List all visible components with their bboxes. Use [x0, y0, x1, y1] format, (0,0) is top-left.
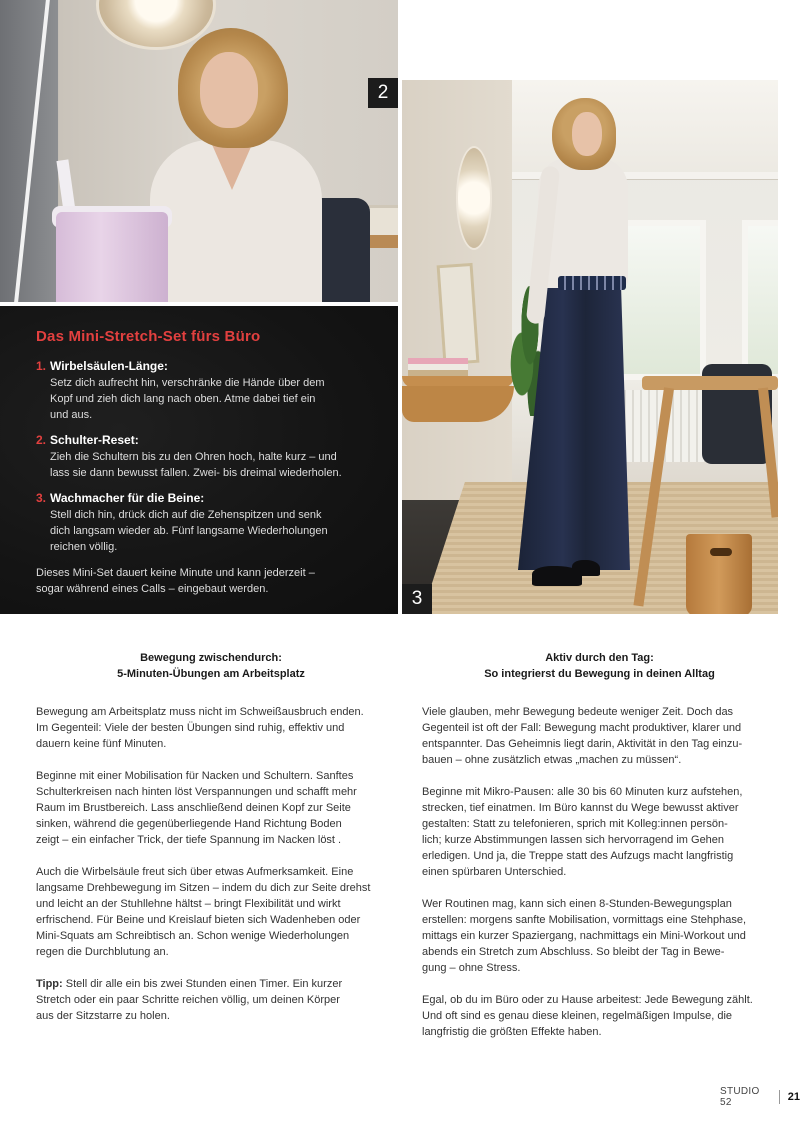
paragraph: Bewegung am Arbeitsplatz muss nicht im Schweißausbruch enden. Im Gegenteil: Viele der besten Übungen sind ruhig, effektiv und dauern keine fünf Minuten. — [36, 706, 364, 750]
paragraph: Beginne mit Mikro-Pausen: alle 30 bis 60 Minuten kurz aufstehen, strecken, tief einatmen. Im Büro kannst du Wege bewusst aktiver gestalten: Statt zu telefonieren, sprich mit Kolleg:innen persön- lich; kurze Abstimmungen lassen sich hervorragend im Gehen erledigen. Und ja, die Treppe statt des Aufzugs macht langfristig einen spürbaren Unterschied. — [422, 786, 743, 878]
stretch-step — [36, 433, 378, 481]
article-column-right — [422, 650, 777, 1056]
woman-face — [200, 52, 258, 128]
waste-bin — [686, 534, 752, 614]
photo-number-badge: 3 — [402, 584, 432, 614]
lilac-tumbler — [56, 212, 168, 302]
paragraph: Wer Routinen mag, kann sich einen 8-Stunden-Bewegungsplan erstellen: morgens sanfte Mobilisation, vormittags eine Stehphase, mittags ein kurzer Spaziergang, nachmittags ein Mini-Workout und abends ein Stretch zum Abschluss. So bleibt der Tag in Bewe- gung – ohne Stress. — [422, 898, 747, 974]
step-number: 1. — [36, 359, 47, 373]
tip-paragraph: Tipp: Stell dir alle ein bis zwei Stunden einen Timer. Ein kurzer Stretch oder ein paar Schritte reichen völlig, um deinen Körper aus der Sitzstarre zu holen. — [36, 978, 343, 1022]
magazine-brand: STUDIO 52 — [720, 1086, 760, 1108]
step-title: Wirbelsäulen-Länge: — [50, 359, 168, 373]
page-number: 21 — [787, 1091, 800, 1103]
step-number: 3. — [36, 491, 47, 505]
section-heading: Bewegung zwischendurch: 5-Minuten-Übungen am Arbeitsplatz — [117, 652, 305, 680]
step-number: 2. — [36, 433, 47, 447]
photo-seated-stretch — [0, 0, 398, 302]
photo-number-badge: 2 — [368, 78, 398, 108]
section-heading: Aktiv durch den Tag: So integrierst du Bewegung in deinen Alltag — [484, 652, 715, 680]
mini-stretch-box — [0, 306, 398, 614]
paragraph: Beginne mit einer Mobilisation für Nacken und Schultern. Sanftes Schulterkreisen nach hinten löst Verspannungen und schafft mehr Raum im Brustbereich. Lass anschließend deinen Kopf zur Seite sinken, während die gegenüberliegende Hand Richtung Boden zeigt – ein einfacher Trick, der tiefe Spannung im Nacken löst . — [36, 770, 357, 846]
tip-label: Tipp: — [36, 978, 63, 990]
step-text: Setz dich aufrecht hin, verschränke die Hände über dem Kopf und zieh dich lang nach oben. Atme dabei tief ein und aus. — [50, 377, 325, 421]
paragraph: Auch die Wirbelsäule freut sich über etwas Aufmerksamkeit. Eine langsame Drehbewegung im Sitzen – indem du dich zur Seite drehst und leicht an der Stuhllehne hältst – bringt Flexibilität und wirkt erfrischend. Für Beine und Kreislauf bieten sich Wadenheben oder Mini-Squats am Schreibtisch an. Schon wenige Wiederholungen regen die Durchblutung an. — [36, 866, 371, 958]
step-title: Wachmacher für die Beine: — [50, 491, 205, 505]
box-closing-text: Dieses Mini-Set dauert keine Minute und kann jederzeit – sogar während eines Calls – eingebaut werden. — [36, 567, 315, 595]
photo-standing-calf-raise — [402, 80, 778, 614]
stretch-step — [36, 359, 378, 423]
woman-face — [572, 112, 602, 156]
stretch-step — [36, 491, 378, 555]
paragraph: Viele glauben, mehr Bewegung bedeute weniger Zeit. Doch das Gegenteil ist oft der Fall: Bewegung macht produktiver, klarer und entspannter. Das Geheimnis liegt darin, Aktivität in den Tag einzu- bauen – ohne zusätzlich etwas „machen zu müssen“. — [422, 706, 743, 766]
belt — [558, 276, 626, 290]
wall-lamp — [456, 146, 492, 250]
window — [742, 220, 778, 380]
step-title: Schulter-Reset: — [50, 433, 139, 447]
picture-frame — [437, 263, 480, 365]
paragraph: Egal, ob du im Büro oder zu Hause arbeitest: Jede Bewegung zählt. Und oft sind es genau diese kleinen, regelmäßigen Impulse, die langfristig die größten Effekte haben. — [422, 994, 753, 1038]
box-title: Das Mini-Stretch-Set fürs Büro — [36, 328, 261, 345]
page-footer — [720, 1086, 800, 1108]
article-column-left — [36, 650, 386, 1040]
step-text: Stell dich hin, drück dich auf die Zehenspitzen und senk dich langsam wieder ab. Fünf langsame Wiederholungen reichen völlig. — [50, 509, 328, 553]
step-text: Zieh die Schultern bis zu den Ohren hoch, halte kurz – und lass sie dann bewusst fallen. Zwei- bis dreimal wiederholen. — [50, 451, 342, 479]
footer-divider — [779, 1090, 780, 1104]
